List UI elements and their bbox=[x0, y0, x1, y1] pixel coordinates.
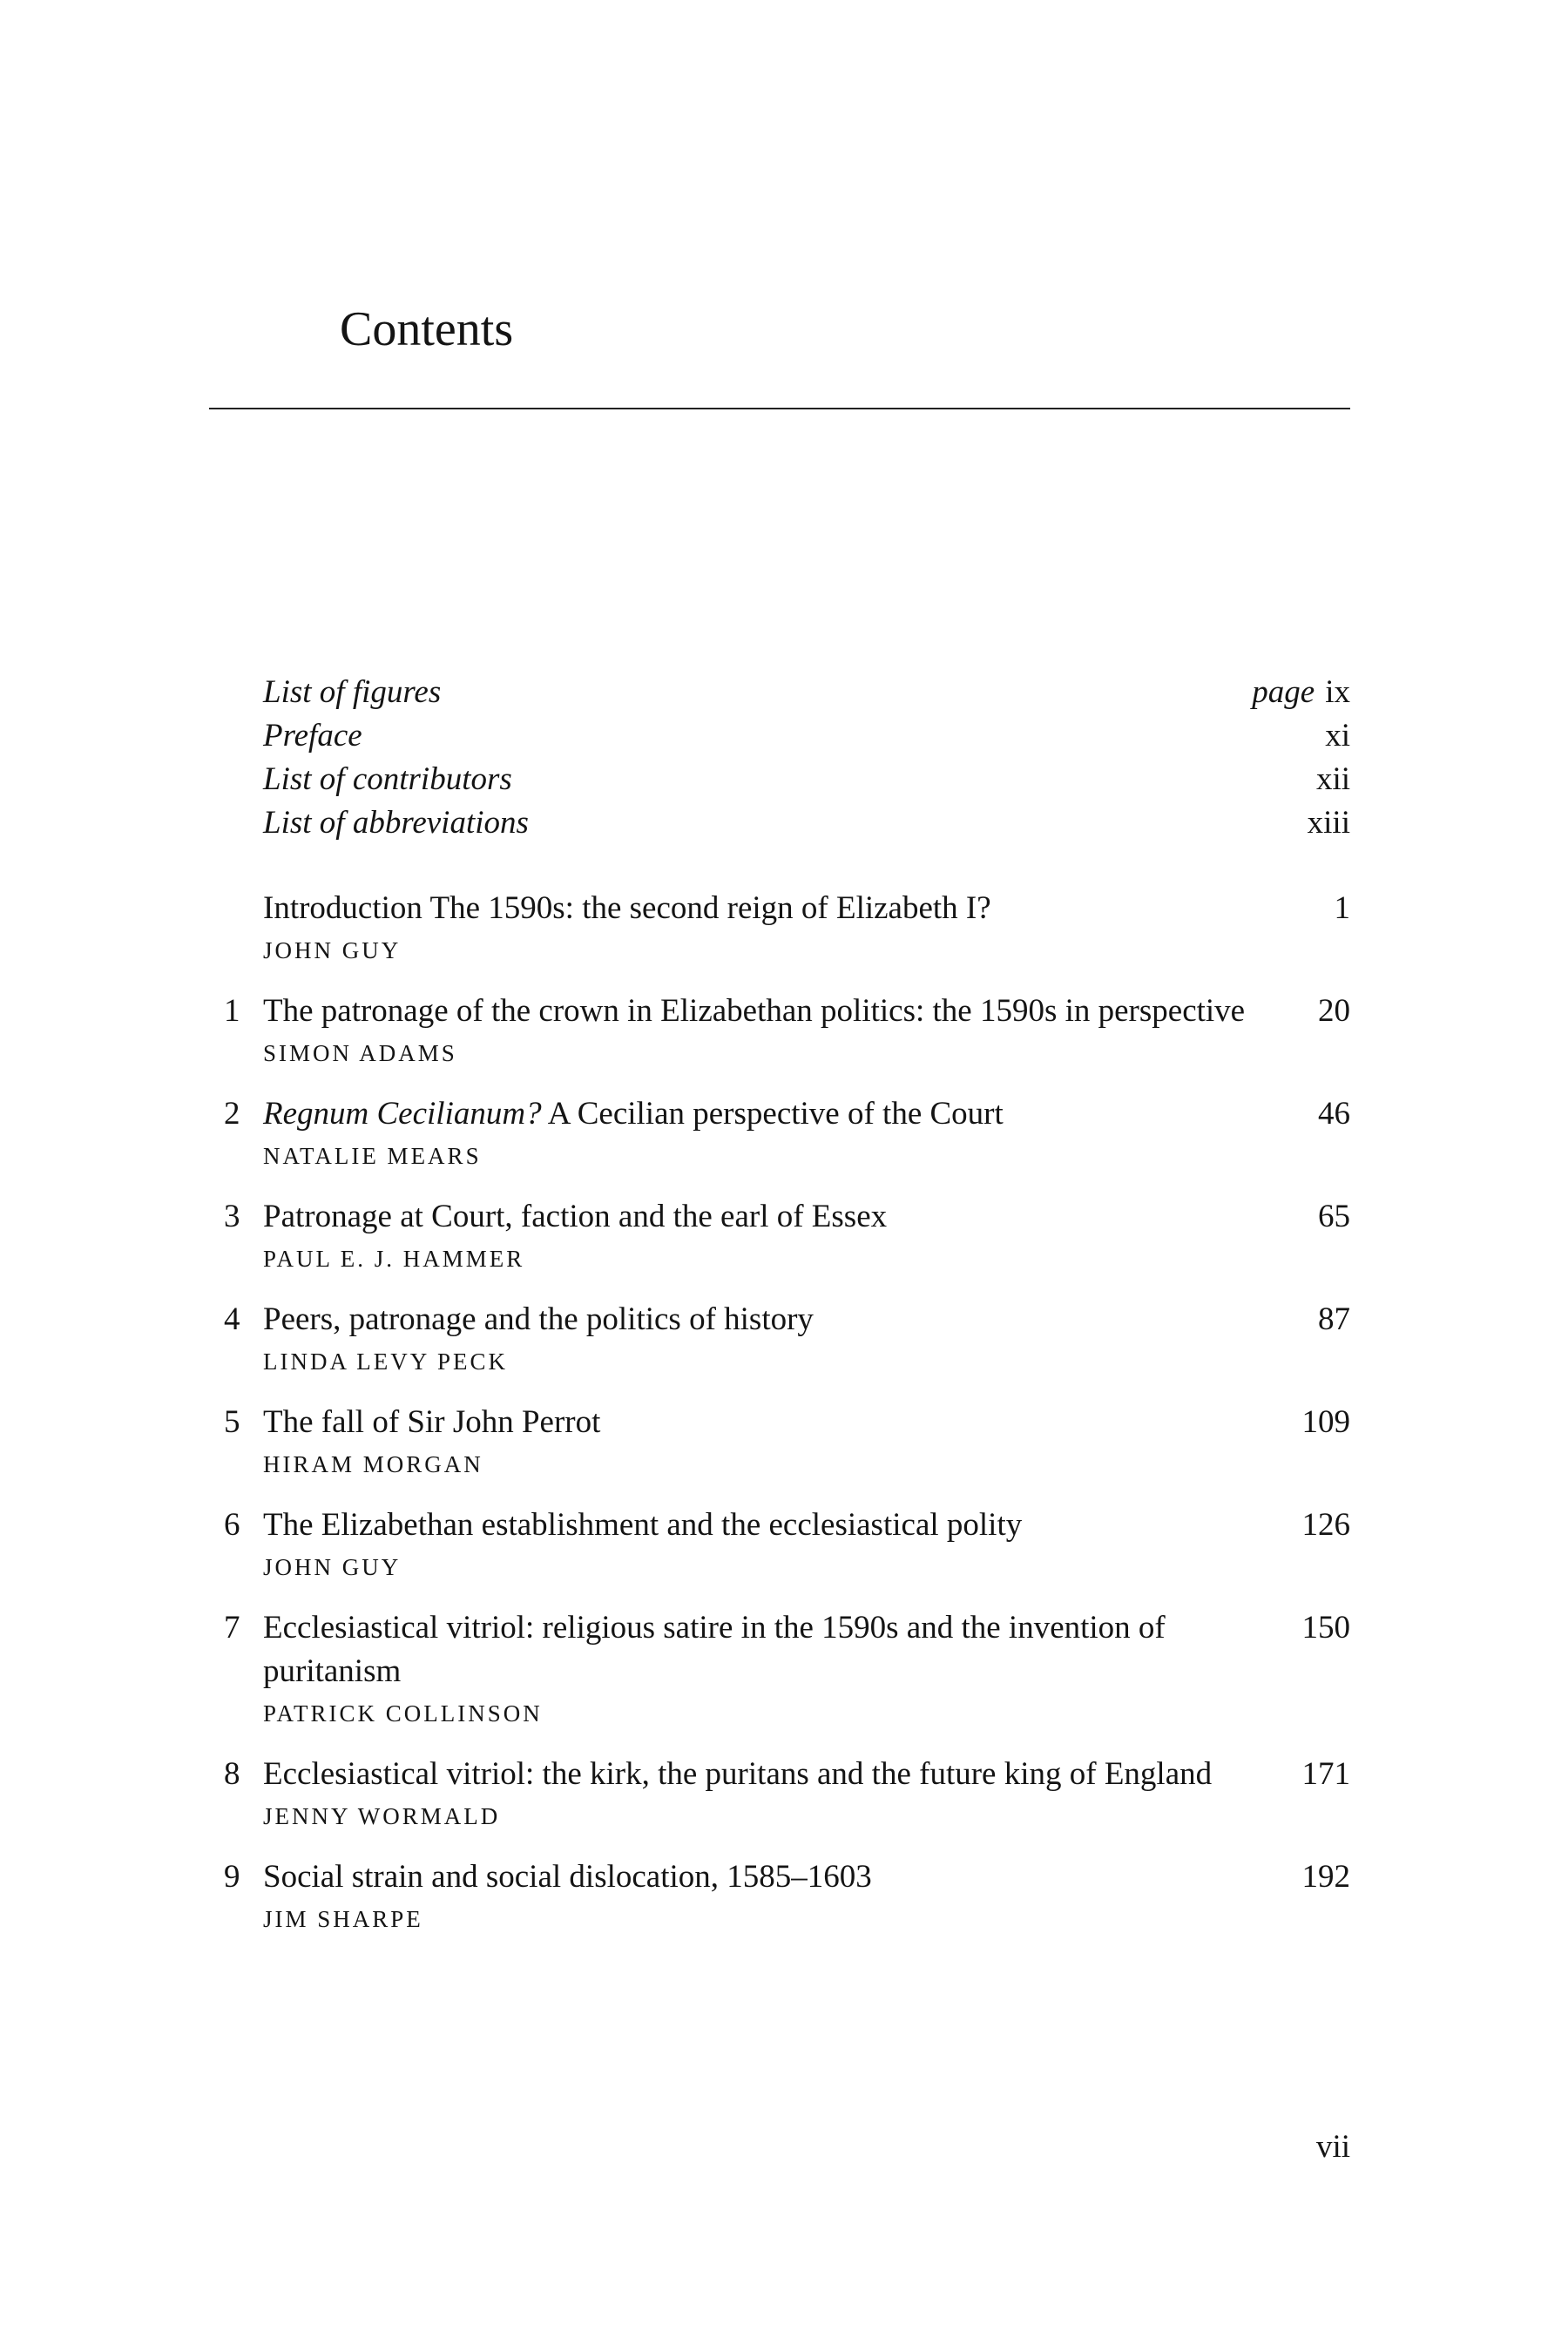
chapter-title: Peers, patronage and the politics of history bbox=[263, 1301, 814, 1337]
chapter-entry[interactable] bbox=[209, 990, 1350, 1073]
chapter-title: Ecclesiastical vitriol: religious satire in the 1590s and the invention of puritanism bbox=[263, 1610, 1166, 1689]
chapter-title-rest: A Cecilian perspective of the Court bbox=[541, 1096, 1004, 1132]
front-matter-item[interactable] bbox=[209, 671, 1350, 714]
front-matter-label: List of contributors bbox=[263, 761, 512, 797]
chapter-entry[interactable] bbox=[209, 1092, 1350, 1176]
front-matter-label: Preface bbox=[263, 718, 362, 754]
page-prefix: page bbox=[1252, 674, 1315, 710]
chapter-author: JOHN GUY bbox=[263, 937, 402, 963]
chapter-entry[interactable] bbox=[209, 1195, 1350, 1279]
chapter-title: Social strain and social dislocation, 1585–1603 bbox=[263, 1859, 872, 1895]
chapter-title: The fall of Sir John Perrot bbox=[263, 1404, 601, 1440]
chapter-page: 126 bbox=[1301, 1507, 1350, 1543]
chapter-title: The patronage of the crown in Elizabethan politics: the 1590s in perspective bbox=[263, 993, 1246, 1029]
chapter-page: 87 bbox=[1318, 1301, 1350, 1337]
chapter-number: 6 bbox=[224, 1507, 240, 1543]
chapter-page: 171 bbox=[1301, 1756, 1350, 1792]
chapter-author: NATALIE MEARS bbox=[263, 1143, 482, 1169]
page-folio: vii bbox=[1315, 2129, 1350, 2165]
chapter-number: 4 bbox=[224, 1301, 240, 1337]
chapter-author: HIRAM MORGAN bbox=[263, 1451, 483, 1477]
page-number: ix bbox=[1325, 674, 1350, 710]
chapter-title bbox=[263, 1092, 1282, 1136]
chapter-entry[interactable] bbox=[209, 1504, 1350, 1587]
front-matter-page bbox=[1252, 671, 1350, 714]
chapter-page: 1 bbox=[1334, 890, 1350, 926]
front-matter-item[interactable] bbox=[209, 801, 1350, 845]
chapter-title: The Elizabethan establishment and the ecclesiastical polity bbox=[263, 1507, 1023, 1543]
chapter-author: JIM SHARPE bbox=[263, 1906, 423, 1932]
front-matter-label: List of abbreviations bbox=[263, 805, 529, 841]
chapter-number: 5 bbox=[224, 1404, 240, 1440]
title-rule bbox=[209, 408, 1350, 409]
front-matter-label: List of figures bbox=[263, 674, 442, 710]
chapter-title: Patronage at Court, faction and the earl of Essex bbox=[263, 1199, 888, 1234]
chapter-number: 1 bbox=[224, 993, 240, 1029]
chapter-page: 192 bbox=[1301, 1859, 1350, 1895]
chapter-entry[interactable] bbox=[209, 887, 1350, 970]
chapter-author: LINDA LEVY PECK bbox=[263, 1348, 508, 1375]
chapter-author: PATRICK COLLINSON bbox=[263, 1700, 543, 1727]
chapter-author: SIMON ADAMS bbox=[263, 1040, 457, 1066]
chapter-title-italic: Regnum Cecilianum? bbox=[263, 1096, 542, 1132]
chapter-author: JOHN GUY bbox=[263, 1554, 402, 1580]
chapter-number: 3 bbox=[224, 1199, 240, 1234]
chapter-number: 2 bbox=[224, 1096, 240, 1132]
chapter-list bbox=[209, 887, 1350, 1958]
front-matter-page: xii bbox=[1315, 761, 1350, 797]
chapter-page: 109 bbox=[1301, 1404, 1350, 1440]
chapter-title: Ecclesiastical vitriol: the kirk, the puritans and the future king of England bbox=[263, 1756, 1213, 1792]
front-matter-item[interactable] bbox=[209, 714, 1350, 758]
chapter-page: 46 bbox=[1318, 1096, 1350, 1132]
chapter-entry[interactable] bbox=[209, 1753, 1350, 1836]
chapter-number: 7 bbox=[224, 1610, 240, 1646]
front-matter-page: xiii bbox=[1307, 805, 1350, 841]
chapter-author: PAUL E. J. HAMMER bbox=[263, 1246, 525, 1272]
chapter-entry[interactable] bbox=[209, 1401, 1350, 1484]
chapter-page: 150 bbox=[1301, 1610, 1350, 1646]
page-title: Contents bbox=[340, 302, 514, 356]
front-matter-item[interactable] bbox=[209, 758, 1350, 801]
chapter-page: 20 bbox=[1318, 993, 1350, 1029]
chapter-entry[interactable] bbox=[209, 1298, 1350, 1382]
chapter-page: 65 bbox=[1318, 1199, 1350, 1234]
chapter-author: JENNY WORMALD bbox=[263, 1803, 501, 1829]
chapter-title: Introduction The 1590s: the second reign of Elizabeth I? bbox=[263, 890, 991, 926]
chapter-number: 8 bbox=[224, 1756, 240, 1792]
chapter-entry[interactable] bbox=[209, 1606, 1350, 1734]
front-matter-page: xi bbox=[1325, 718, 1350, 754]
chapter-entry[interactable] bbox=[209, 1855, 1350, 1939]
chapter-number: 9 bbox=[224, 1859, 240, 1895]
front-matter-list bbox=[209, 671, 1350, 845]
